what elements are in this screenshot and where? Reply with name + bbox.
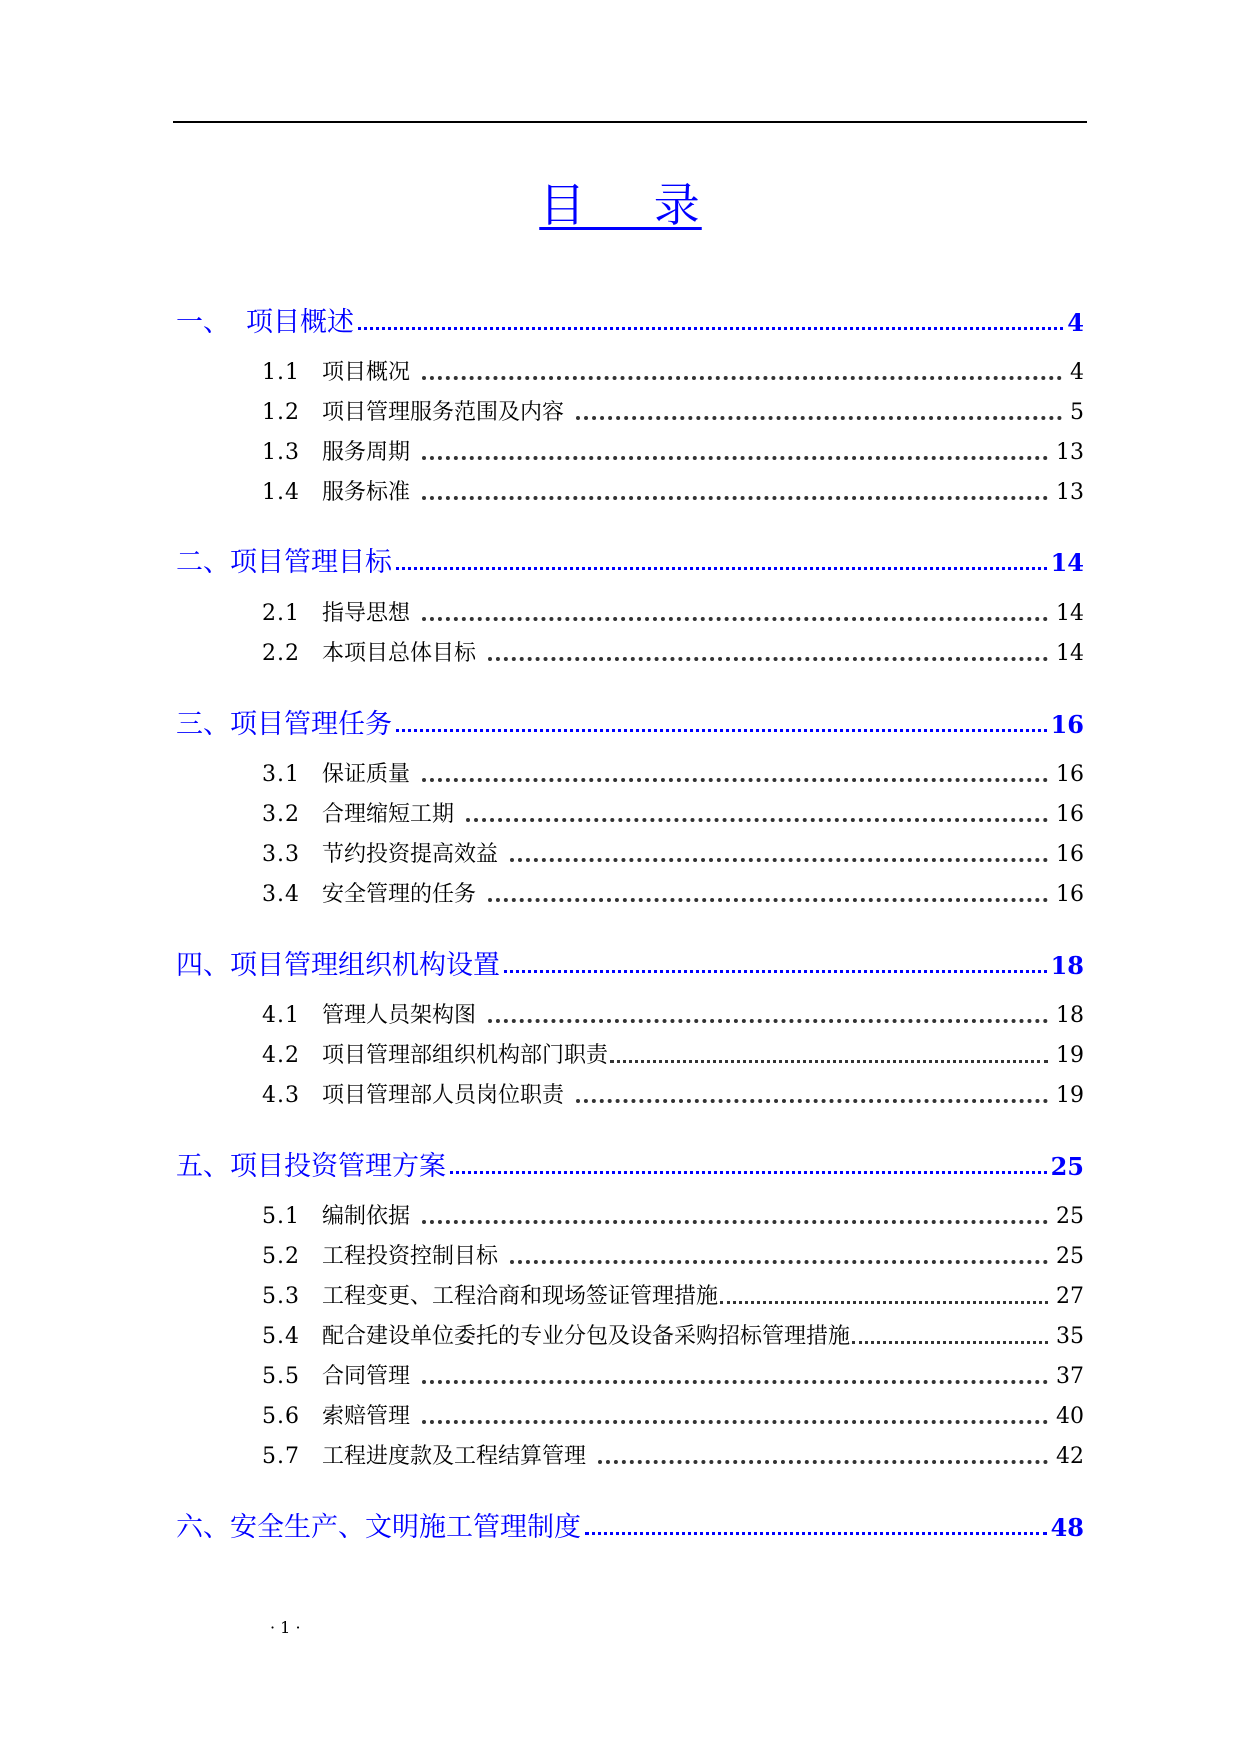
toc-entry-page: 19 — [1056, 1083, 1084, 1108]
toc-entry-page: 35 — [1056, 1324, 1084, 1349]
toc-entry-page: 27 — [1056, 1284, 1084, 1309]
toc-entry-section[interactable] — [262, 1279, 1084, 1313]
toc-entry-section[interactable] — [262, 636, 1084, 670]
toc-entry-page: 25 — [1056, 1244, 1084, 1269]
toc-entry-number: 5.6 — [262, 1404, 300, 1429]
toc-entry-label: 合同管理 — [322, 1364, 411, 1389]
toc-dot-leader — [510, 858, 1048, 862]
toc-dot-leader — [422, 456, 1048, 460]
toc-entry-section[interactable] — [262, 797, 1084, 831]
toc-entry-page: 25 — [1056, 1204, 1084, 1229]
toc-entry-chapter[interactable] — [176, 702, 1084, 742]
toc-dot-leader — [576, 1099, 1048, 1103]
toc-dot-leader — [576, 416, 1062, 420]
toc-entry-label: 索赔管理 — [322, 1404, 411, 1429]
toc-entry-number: 1.2 — [262, 400, 300, 425]
toc-entry-section[interactable] — [262, 1319, 1084, 1353]
toc-entry-label: 本项目总体目标 — [322, 641, 477, 666]
toc-entry-section[interactable] — [262, 435, 1084, 469]
toc-entry-number: 5.3 — [262, 1284, 300, 1309]
toc-entry-number: 5.5 — [262, 1364, 300, 1389]
toc-entry-label: 安全管理的任务 — [322, 882, 477, 907]
toc-dot-leader — [422, 1420, 1048, 1424]
toc-dot-leader — [510, 1260, 1048, 1264]
toc-entry-page: 18 — [1050, 951, 1084, 980]
toc-entry-label: 工程进度款及工程结算管理 — [322, 1444, 587, 1469]
toc-dot-leader — [450, 1171, 1047, 1174]
toc-entry-number: 3.3 — [262, 842, 300, 867]
toc-entry-page: 16 — [1050, 710, 1084, 739]
toc-entry-label: 安全生产、文明施工管理制度 — [230, 1512, 581, 1543]
toc-dot-leader — [358, 327, 1063, 330]
toc-entry-number: 3.2 — [262, 802, 300, 827]
toc-entry-number: 5.7 — [262, 1444, 300, 1469]
toc-entry-number: 四、 — [176, 950, 230, 981]
toc-entry-page: 40 — [1056, 1404, 1084, 1429]
toc-dot-leader — [396, 729, 1047, 732]
toc-entry-section[interactable] — [262, 877, 1084, 911]
toc-entry-page: 25 — [1050, 1152, 1084, 1181]
toc-entry-number: 一、 — [176, 307, 230, 338]
toc-entry-page: 14 — [1050, 548, 1084, 577]
toc-entry-section[interactable] — [262, 475, 1084, 509]
toc-dot-leader — [598, 1460, 1048, 1464]
toc-entry-number: 1.3 — [262, 440, 300, 465]
toc-entry-section[interactable] — [262, 1078, 1084, 1112]
toc-entry-page: 16 — [1056, 882, 1084, 907]
toc-entry-label: 项目投资管理方案 — [230, 1151, 446, 1182]
toc-entry-number: 五、 — [176, 1151, 230, 1182]
toc-entry-chapter[interactable] — [176, 1144, 1084, 1184]
toc-entry-label: 项目概况 — [322, 360, 411, 385]
toc-entry-number: 5.1 — [262, 1204, 300, 1229]
toc-entry-label: 服务周期 — [322, 440, 411, 465]
toc-entry-page: 4 — [1067, 308, 1084, 337]
toc-entry-page: 14 — [1056, 601, 1084, 626]
toc-entry-label: 保证质量 — [322, 762, 411, 787]
toc-entry-number: 2.1 — [262, 601, 300, 626]
toc-dot-leader — [488, 657, 1048, 661]
toc-entry-page: 13 — [1056, 480, 1084, 505]
toc-entry-chapter[interactable] — [176, 540, 1084, 580]
toc-dot-leader — [422, 496, 1048, 500]
toc-entry-page: 16 — [1056, 802, 1084, 827]
toc-entry-page: 19 — [1056, 1043, 1084, 1068]
toc-entry-chapter[interactable] — [176, 943, 1084, 983]
toc-entry-number: 1.4 — [262, 480, 300, 505]
toc-dot-leader — [422, 376, 1062, 380]
toc-entry-section[interactable] — [262, 1439, 1084, 1473]
toc-entry-label: 工程投资控制目标 — [322, 1244, 499, 1269]
toc-entry-label: 项目管理目标 — [230, 547, 392, 578]
toc-dot-leader — [422, 1380, 1048, 1384]
toc-entry-section[interactable] — [262, 355, 1084, 389]
toc-dot-leader — [396, 567, 1047, 570]
toc-dot-leader — [466, 818, 1048, 822]
toc-dot-leader — [720, 1301, 1048, 1304]
toc-entry-label: 工程变更、工程洽商和现场签证管理措施 — [322, 1284, 719, 1309]
toc-entry-section[interactable] — [262, 1038, 1084, 1072]
toc-dot-leader — [504, 970, 1047, 973]
toc-entry-label: 项目管理部人员岗位职责 — [322, 1083, 565, 1108]
toc-entry-label: 节约投资提高效益 — [322, 842, 499, 867]
toc-entry-section[interactable] — [262, 757, 1084, 791]
toc-dot-leader — [585, 1532, 1047, 1535]
toc-entry-number: 三、 — [176, 709, 230, 740]
toc-entry-label: 服务标准 — [322, 480, 411, 505]
toc-dot-leader — [422, 778, 1048, 782]
toc-entry-label: 管理人员架构图 — [322, 1003, 477, 1028]
toc-dot-leader — [422, 1220, 1048, 1224]
toc-entry-label: 编制依据 — [322, 1204, 411, 1229]
toc-entry-section[interactable] — [262, 1359, 1084, 1393]
toc-entry-section[interactable] — [262, 596, 1084, 630]
toc-dot-leader — [422, 617, 1048, 621]
toc-entry-label: 指导思想 — [322, 601, 411, 626]
toc-entry-page: 14 — [1056, 641, 1084, 666]
toc-entry-chapter[interactable] — [176, 1505, 1084, 1545]
toc-entry-number: 3.4 — [262, 882, 300, 907]
toc-entry-section[interactable] — [262, 998, 1084, 1032]
toc-entry-page: 5 — [1070, 400, 1084, 425]
toc-dot-leader — [610, 1060, 1048, 1063]
toc-entry-section[interactable] — [262, 1399, 1084, 1433]
toc-entry-number: 4.2 — [262, 1043, 300, 1068]
toc-entry-page: 18 — [1056, 1003, 1084, 1028]
toc-entry-label: 项目管理部组织机构部门职责 — [322, 1043, 609, 1068]
toc-entry-section[interactable] — [262, 1199, 1084, 1233]
toc-entry-page: 48 — [1050, 1513, 1084, 1542]
toc-entry-number: 2.2 — [262, 641, 300, 666]
toc-entry-number: 1.1 — [262, 360, 300, 385]
toc-entry-label: 合理缩短工期 — [322, 802, 455, 827]
toc-entry-label: 项目管理组织机构设置 — [230, 950, 500, 981]
toc-entry-label: 配合建设单位委托的专业分包及设备采购招标管理措施 — [322, 1324, 851, 1349]
toc-dot-leader — [488, 898, 1048, 902]
toc-entry-page: 42 — [1056, 1444, 1084, 1469]
toc-entry-section[interactable] — [262, 837, 1084, 871]
toc-entry-page: 16 — [1056, 842, 1084, 867]
toc-title: 目 录 — [539, 178, 702, 232]
toc-dot-leader — [852, 1341, 1048, 1344]
toc-entry-number: 4.3 — [262, 1083, 300, 1108]
toc-entry-number: 3.1 — [262, 762, 300, 787]
page-number: · 1 · — [270, 1618, 301, 1637]
toc-entry-number: 5.4 — [262, 1324, 300, 1349]
toc-entry-number: 二、 — [176, 547, 230, 578]
toc-entry-label: 项目管理任务 — [230, 709, 392, 740]
toc-entry-section[interactable] — [262, 395, 1084, 429]
toc-dot-leader — [488, 1019, 1048, 1023]
toc-entry-number: 六、 — [176, 1512, 230, 1543]
toc-entry-number: 5.2 — [262, 1244, 300, 1269]
toc-entry-label: 项目概述 — [246, 307, 354, 338]
toc-entry-number: 4.1 — [262, 1003, 300, 1028]
toc-entry-chapter[interactable] — [176, 300, 1084, 340]
toc-entry-page: 37 — [1056, 1364, 1084, 1389]
toc-entry-label: 项目管理服务范围及内容 — [322, 400, 565, 425]
toc-entry-section[interactable] — [262, 1239, 1084, 1273]
toc-entry-page: 16 — [1056, 762, 1084, 787]
toc-entry-page: 13 — [1056, 440, 1084, 465]
toc-entry-page: 4 — [1070, 360, 1084, 385]
